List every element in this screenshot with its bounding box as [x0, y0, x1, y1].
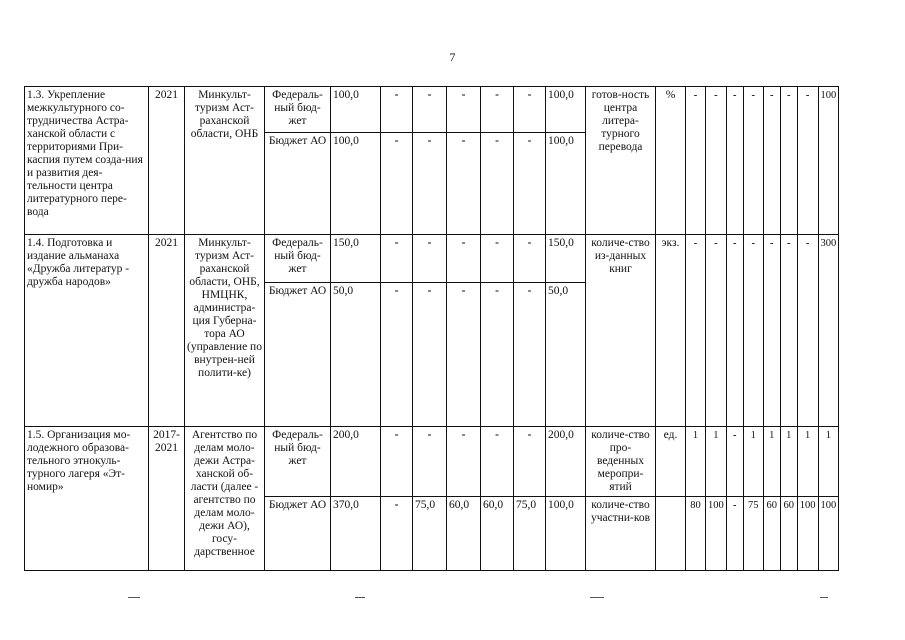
- funding-year-value: -: [514, 133, 546, 235]
- funding-year-value: -: [381, 87, 413, 133]
- indicator-target: -: [726, 497, 743, 571]
- scan-speck: [128, 597, 140, 598]
- indicator-target: -: [780, 87, 797, 235]
- funding-year-value: -: [514, 235, 546, 283]
- funding-source: Федераль-ный бюд-жет: [265, 235, 331, 283]
- funding-year-value: -: [447, 87, 481, 133]
- task-year: 2021: [149, 87, 185, 235]
- funding-year-value: -: [413, 133, 447, 235]
- indicator-target: -: [797, 235, 818, 427]
- task-executor: Минкульт-туризм Аст-раханской области, ОНБ, НМЦНК, администра-ция Губерна-тора АО (управление по внутрен-ней полити-ке): [185, 235, 265, 427]
- indicator-name: количе-ство про-веденных меропри-ятий: [586, 427, 656, 497]
- funding-year-value: -: [481, 235, 514, 283]
- funding-year-value: -: [381, 497, 413, 571]
- indicator-target: 1: [780, 427, 797, 497]
- indicator-target: -: [706, 87, 727, 235]
- funding-total: 200,0: [331, 427, 381, 497]
- funding-source: Бюджет АО: [265, 497, 331, 571]
- indicator-name: количе-ство из-данных книг: [586, 235, 656, 427]
- indicator-target: 80: [686, 497, 706, 571]
- indicator-target: -: [686, 87, 706, 235]
- funding-year-value: -: [514, 283, 546, 427]
- indicator-target: 1: [686, 427, 706, 497]
- funding-year-value: 75,0: [514, 497, 546, 571]
- funding-source: Федераль-ный бюд-жет: [265, 87, 331, 133]
- funding-year-value: -: [481, 87, 514, 133]
- table-row: [25, 427, 839, 497]
- funding-year-value: -: [447, 427, 481, 497]
- funding-source: Бюджет АО: [265, 133, 331, 235]
- indicator-target: 1: [706, 427, 727, 497]
- indicator-name: готов-ность центра литера-турного перевода: [586, 87, 656, 235]
- funding-year-value: 60,0: [447, 497, 481, 571]
- funding-year-value: -: [481, 283, 514, 427]
- indicator-target: 60: [763, 497, 780, 571]
- funding-year-value: -: [481, 133, 514, 235]
- indicator-unit: %: [656, 87, 686, 235]
- funding-year-value: -: [514, 427, 546, 497]
- task-executor: Минкульт-туризм Аст-раханской области, ОНБ: [185, 87, 265, 235]
- funding-year-value: -: [381, 133, 413, 235]
- indicator-target: 1: [797, 427, 818, 497]
- funding-last-year: 100,0: [546, 133, 586, 235]
- funding-year-value: -: [447, 133, 481, 235]
- funding-total: 100,0: [331, 133, 381, 235]
- indicator-target: 100: [818, 87, 839, 235]
- scan-speck: [355, 597, 365, 598]
- task-year: 2021: [149, 235, 185, 427]
- indicator-target: -: [763, 235, 780, 427]
- page-number: 7: [449, 50, 456, 64]
- funding-year-value: -: [413, 235, 447, 283]
- funding-total: 370,0: [331, 497, 381, 571]
- funding-total: 100,0: [331, 87, 381, 133]
- funding-year-value: -: [447, 283, 481, 427]
- indicator-name: количе-ство участни-ков: [586, 497, 656, 571]
- funding-year-value: -: [413, 87, 447, 133]
- indicator-unit: экз.: [656, 235, 686, 427]
- budget-table: [24, 86, 839, 571]
- funding-total: 150,0: [331, 235, 381, 283]
- funding-last-year: 50,0: [546, 283, 586, 427]
- scan-specks: [0, 597, 905, 605]
- indicator-target: 1: [763, 427, 780, 497]
- funding-source: Бюджет АО: [265, 283, 331, 427]
- indicator-target: -: [743, 87, 763, 235]
- funding-year-value: -: [413, 427, 447, 497]
- indicator-target: 100: [818, 497, 839, 571]
- indicator-target: -: [743, 235, 763, 427]
- funding-year-value: -: [514, 87, 546, 133]
- task-description: 1.5. Организация мо-лодежного образова-тельного этнокуль-турного лагеря «Эт-номир»: [25, 427, 149, 571]
- scan-speck: [590, 597, 604, 598]
- funding-last-year: 200,0: [546, 427, 586, 497]
- indicator-target: 75: [743, 497, 763, 571]
- indicator-target: -: [686, 235, 706, 427]
- indicator-target: 300: [818, 235, 839, 427]
- funding-last-year: 100,0: [546, 87, 586, 133]
- task-year: 2017-2021: [149, 427, 185, 571]
- funding-year-value: -: [381, 235, 413, 283]
- indicator-target: -: [780, 235, 797, 427]
- funding-year-value: -: [381, 427, 413, 497]
- indicator-target: 60: [780, 497, 797, 571]
- funding-year-value: -: [381, 283, 413, 427]
- task-executor: Агентство по делам моло-дежи Астра-ханской об-ласти (далее - агентство по делам моло-дежи АО), госу-дарственное: [185, 427, 265, 571]
- task-description: 1.4. Подготовка и издание альманаха «Дружба литератур - дружба народов»: [25, 235, 149, 427]
- funding-year-value: -: [481, 427, 514, 497]
- indicator-unit: ед.: [656, 427, 686, 497]
- task-description: 1.3. Укрепление межкультурного со-трудничества Астра-ханской области с территориями При-каспия путем созда-ния и развития дея-тельности центра литературного пере-вода: [25, 87, 149, 235]
- indicator-target: -: [726, 427, 743, 497]
- indicator-target: -: [763, 87, 780, 235]
- table-row: [25, 87, 839, 133]
- indicator-target: -: [797, 87, 818, 235]
- indicator-target: 100: [797, 497, 818, 571]
- funding-year-value: -: [447, 235, 481, 283]
- scan-speck: [820, 597, 828, 598]
- table-row: [25, 235, 839, 283]
- funding-year-value: 75,0: [413, 497, 447, 571]
- indicator-unit: [656, 497, 686, 571]
- indicator-target: 1: [818, 427, 839, 497]
- indicator-target: -: [726, 235, 743, 427]
- funding-year-value: -: [413, 283, 447, 427]
- indicator-target: 1: [743, 427, 763, 497]
- funding-last-year: 100,0: [546, 497, 586, 571]
- funding-total: 50,0: [331, 283, 381, 427]
- indicator-target: -: [726, 87, 743, 235]
- funding-last-year: 150,0: [546, 235, 586, 283]
- funding-year-value: 60,0: [481, 497, 514, 571]
- funding-source: Федераль-ный бюд-жет: [265, 427, 331, 497]
- indicator-target: -: [706, 235, 727, 427]
- indicator-target: 100: [706, 497, 727, 571]
